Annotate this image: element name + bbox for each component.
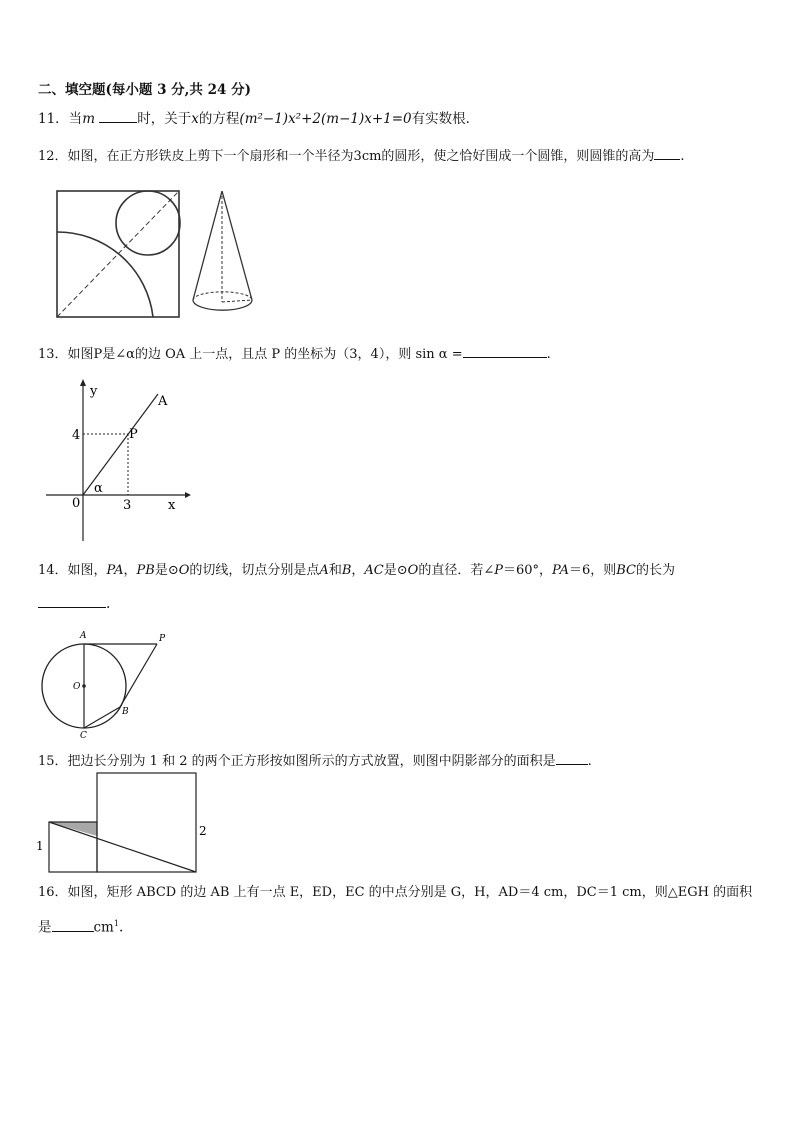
label-C: C [80,731,87,741]
question-16-line2: 是 $cm^1$. [38,915,123,937]
answer-blank-16[interactable] [52,917,94,932]
cone-right-edge [222,191,252,300]
label-y: y [90,384,98,399]
figure-q12 [56,186,266,321]
label-1: 1 [36,839,44,853]
diagonal-line [49,822,196,872]
label-P: P [129,427,138,442]
label-O: O [73,682,81,692]
question-12: 12．如图，在正方形铁皮上剪下一个扇形和一个半径为3cm的圆形，使之恰好围成一个圆锥，则圆锥的高为 . [38,145,685,166]
x-axis-arrow [185,492,191,498]
question-15: 15．把边长分别为 1 和 2 的两个正方形按如图所示的方式放置，则图中阴影部分的面积是 . [38,750,592,771]
cone-left-edge [193,191,222,300]
figure-q14 [36,628,176,740]
cone-radius [222,300,252,302]
ray-OA [83,394,158,495]
question-14: 14．如图，PA，PB是⊙O的切线，切点分别是点A和B，AC是⊙O的直径．若∠P＝60°，PA＝6，则BC的长为 [38,563,676,578]
square-side-2 [97,773,196,872]
question-11: 11．当m 时，关于x的方程(m²−1)x²+2(m−1)x+1=0有实数根． [38,108,479,128]
center-O [82,684,86,688]
answer-blank-11[interactable] [99,108,137,123]
question-16: 16．如图，矩形 ABCD 的边 AB 上有一点 E，ED，EC 的中点分别是 G，H，AD＝4 cm，DC＝1 cm，则△EGH 的面积 [38,885,753,900]
answer-blank-12[interactable] [654,145,680,160]
answer-blank-15[interactable] [556,750,588,765]
label-A: A [80,631,87,641]
sector-arc [57,232,153,317]
figure-q15 [34,770,214,878]
chord-BC [84,707,120,728]
tangent-PB [120,644,157,707]
label-2: 2 [199,824,207,838]
answer-blank-14[interactable] [38,593,106,608]
label-4: 4 [72,428,81,443]
y-axis-arrow [80,379,86,386]
label-0: 0 [72,496,81,511]
answer-blank-13[interactable] [463,343,547,358]
figure-q13 [40,376,200,546]
label-A: A [158,394,168,409]
label-P: P [159,634,166,644]
label-B: B [122,707,129,717]
label-alpha: α [94,481,103,496]
question-13: 13．如图P是∠α的边 OA 上一点，且点 P 的坐标为（3，4），则 sin α = . [38,343,551,364]
section-title: 二、填空题(每小题 3 分,共 24 分) [38,82,251,98]
label-3: 3 [123,498,132,513]
label-x: x [168,498,176,513]
question-14-line2: . [38,593,110,613]
